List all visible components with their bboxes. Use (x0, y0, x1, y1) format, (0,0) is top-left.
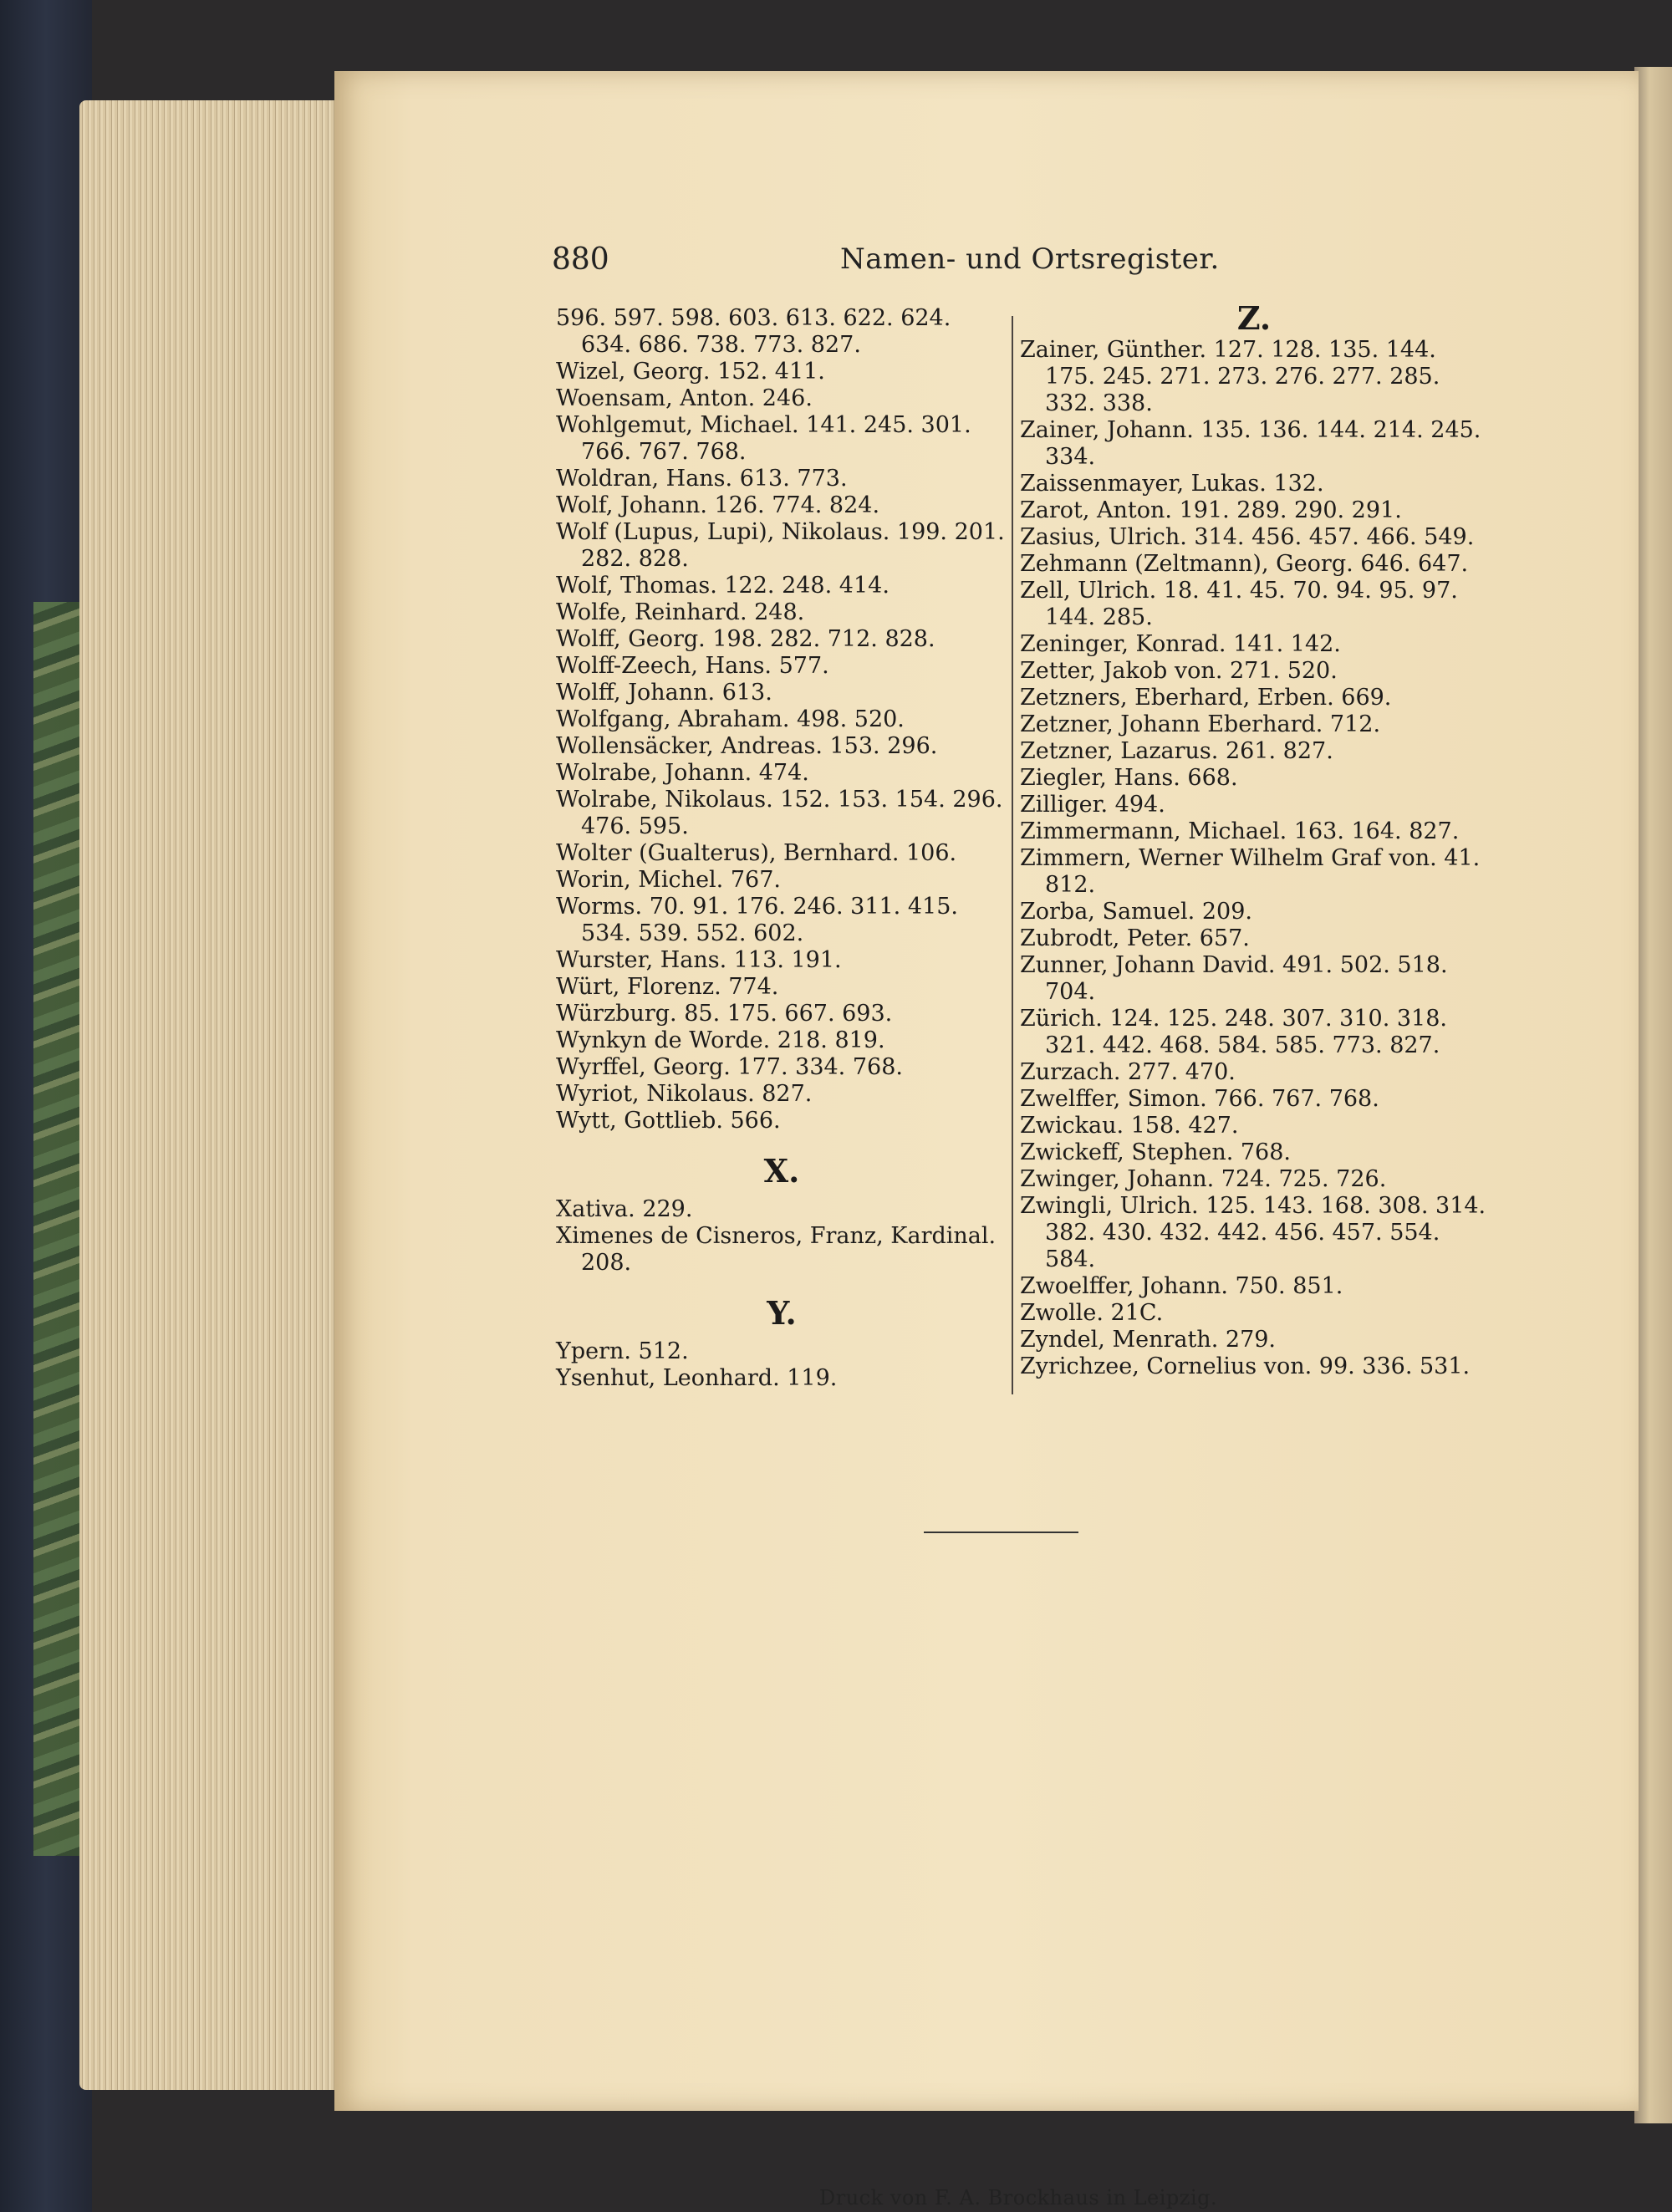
index-entry: Wyriot, Nikolaus. 827. (556, 1081, 813, 1107)
index-entry: Wolff-Zeech, Hans. 577. (556, 653, 829, 679)
column-divider (1012, 316, 1013, 1394)
index-entry: Xativa. 229. (556, 1196, 693, 1222)
index-entry: Woldran, Hans. 613. 773. (556, 466, 848, 492)
index-entry: Zwingli, Ulrich. 125. 143. 168. 308. 314. 382. 430. 432. 442. 456. 457. 554. 584. (1020, 1193, 1486, 1272)
entries-x (556, 1196, 1007, 1277)
index-entry: Zainer, Günther. 127. 128. 135. 144. 175. 245. 271. 273. 276. 277. 285. 332. 338. (1020, 337, 1440, 416)
index-entry: Zehmann (Zeltmann), Georg. 646. 647. (1020, 551, 1469, 577)
printer-imprint: Druck von F. A. Brockhaus in Leipzig. (819, 2186, 1218, 2209)
page-block-edges (79, 100, 355, 2090)
index-entry: Zürich. 124. 125. 248. 307. 310. 318. 321. 442. 468. 584. 585. 773. 827. (1020, 1006, 1447, 1058)
index-entry: Zetzner, Johann Eberhard. 712. (1020, 711, 1381, 737)
index-entry: Wolrabe, Nikolaus. 152. 153. 154. 296. 476. 595. (556, 787, 1003, 839)
end-rule (924, 1532, 1078, 1533)
index-entry: Worms. 70. 91. 176. 246. 311. 415. 534. 539. 552. 602. (556, 894, 958, 946)
index-entry: Zwoelffer, Johann. 750. 851. (1020, 1273, 1343, 1299)
index-entry: Worin, Michel. 767. (556, 867, 781, 893)
index-entry: Wyrffel, Georg. 177. 334. 768. (556, 1054, 903, 1080)
book-cover-left (0, 0, 92, 2212)
index-entry: Wynkyn de Worde. 218. 819. (556, 1027, 885, 1053)
index-entry: Zorba, Samuel. 209. (1020, 899, 1252, 925)
index-entry: Zell, Ulrich. 18. 41. 45. 70. 94. 95. 97. 144. 285. (1020, 578, 1458, 630)
page-number: 880 (552, 242, 609, 277)
index-entry: Zimmermann, Michael. 163. 164. 827. (1020, 818, 1460, 844)
index-entry: Wolrabe, Johann. 474. (556, 760, 809, 786)
index-entry: Wolter (Gualterus), Bernhard. 106. (556, 840, 957, 866)
letter-heading-x: X. (763, 1152, 800, 1190)
index-entry: Zetter, Jakob von. 271. 520. (1020, 658, 1338, 684)
index-entry: Zetzner, Lazarus. 261. 827. (1020, 738, 1333, 764)
index-entry: Wizel, Georg. 152. 411. (556, 359, 825, 385)
left-column (556, 305, 1007, 1392)
index-entry: Wolf, Johann. 126. 774. 824. (556, 492, 880, 518)
index-entry: Wolff, Johann. 613. (556, 680, 772, 706)
index-entry: Zunner, Johann David. 491. 502. 518. 704. (1020, 952, 1448, 1005)
index-entry: Wohlgemut, Michael. 141. 245. 301. 766. 767. 768. (556, 412, 971, 465)
index-entry: Zyndel, Menrath. 279. (1020, 1327, 1277, 1353)
index-entry: Wollensäcker, Andreas. 153. 296. (556, 733, 938, 759)
index-entry: Ysenhut, Leonhard. 119. (556, 1365, 838, 1391)
index-entry: Zeninger, Konrad. 141. 142. (1020, 631, 1341, 657)
index-entry: Zwickau. 158. 427. (1020, 1113, 1239, 1139)
index-entry: Zwinger, Johann. 724. 725. 726. (1020, 1166, 1387, 1192)
index-entry: Zainer, Johann. 135. 136. 144. 214. 245. 334. (1020, 417, 1481, 470)
index-entry: Ziegler, Hans. 668. (1020, 765, 1238, 791)
letter-heading-y: Y. (767, 1294, 797, 1332)
index-entry: Würzburg. 85. 175. 667. 693. (556, 1001, 893, 1027)
index-entry: Zwickeff, Stephen. 768. (1020, 1139, 1291, 1165)
index-entry: Zetzners, Eberhard, Erben. 669. (1020, 685, 1392, 711)
index-entry: Zarot, Anton. 191. 289. 290. 291. (1020, 497, 1402, 523)
index-entry: Wolfgang, Abraham. 498. 520. (556, 706, 905, 732)
index-entry: Zilliger. 494. (1020, 792, 1165, 818)
index-entry: Woensam, Anton. 246. (556, 385, 813, 411)
index-entry: Zwolle. 21C. (1020, 1300, 1164, 1326)
index-entry: 596. 597. 598. 603. 613. 622. 624. 634. 686. 738. 773. 827. (556, 305, 951, 358)
right-column (1020, 299, 1488, 1380)
running-title: Namen- und Ortsregister. (840, 242, 1220, 276)
index-entry: Ximenes de Cisneros, Franz, Kardinal. 208. (556, 1223, 997, 1276)
letter-heading-z: Z. (1236, 299, 1272, 337)
entries-z (1020, 337, 1488, 1380)
index-entry: Wolf, Thomas. 122. 248. 414. (556, 573, 890, 599)
index-entry: Wurster, Hans. 113. 191. (556, 947, 842, 973)
index-entry: Wolfe, Reinhard. 248. (556, 599, 805, 625)
index-entry: Zwelffer, Simon. 766. 767. 768. (1020, 1086, 1379, 1112)
index-entry: Zimmern, Werner Wilhelm Graf von. 41. 812. (1020, 845, 1481, 898)
index-entry: Wolf (Lupus, Lupi), Nikolaus. 199. 201. 282. 828. (556, 519, 1005, 572)
entries-w (556, 305, 1007, 1134)
index-entry: Wytt, Gottlieb. 566. (556, 1108, 781, 1134)
index-entry: Zaissenmayer, Lukas. 132. (1020, 471, 1324, 497)
entries-y (556, 1338, 1007, 1392)
index-entry: Zurzach. 277. 470. (1020, 1059, 1236, 1085)
index-entry: Zyrichzee, Cornelius von. 99. 336. 531. (1020, 1353, 1471, 1379)
index-entry: Wolff, Georg. 198. 282. 712. 828. (556, 626, 935, 652)
index-entry: Ypern. 512. (556, 1338, 689, 1364)
facing-page-edge (1634, 67, 1672, 2123)
index-entry: Würt, Florenz. 774. (556, 974, 779, 1000)
index-entry: Zasius, Ulrich. 314. 456. 457. 466. 549. (1020, 524, 1475, 550)
marbled-edge (33, 602, 84, 1856)
index-entry: Zubrodt, Peter. 657. (1020, 925, 1250, 951)
